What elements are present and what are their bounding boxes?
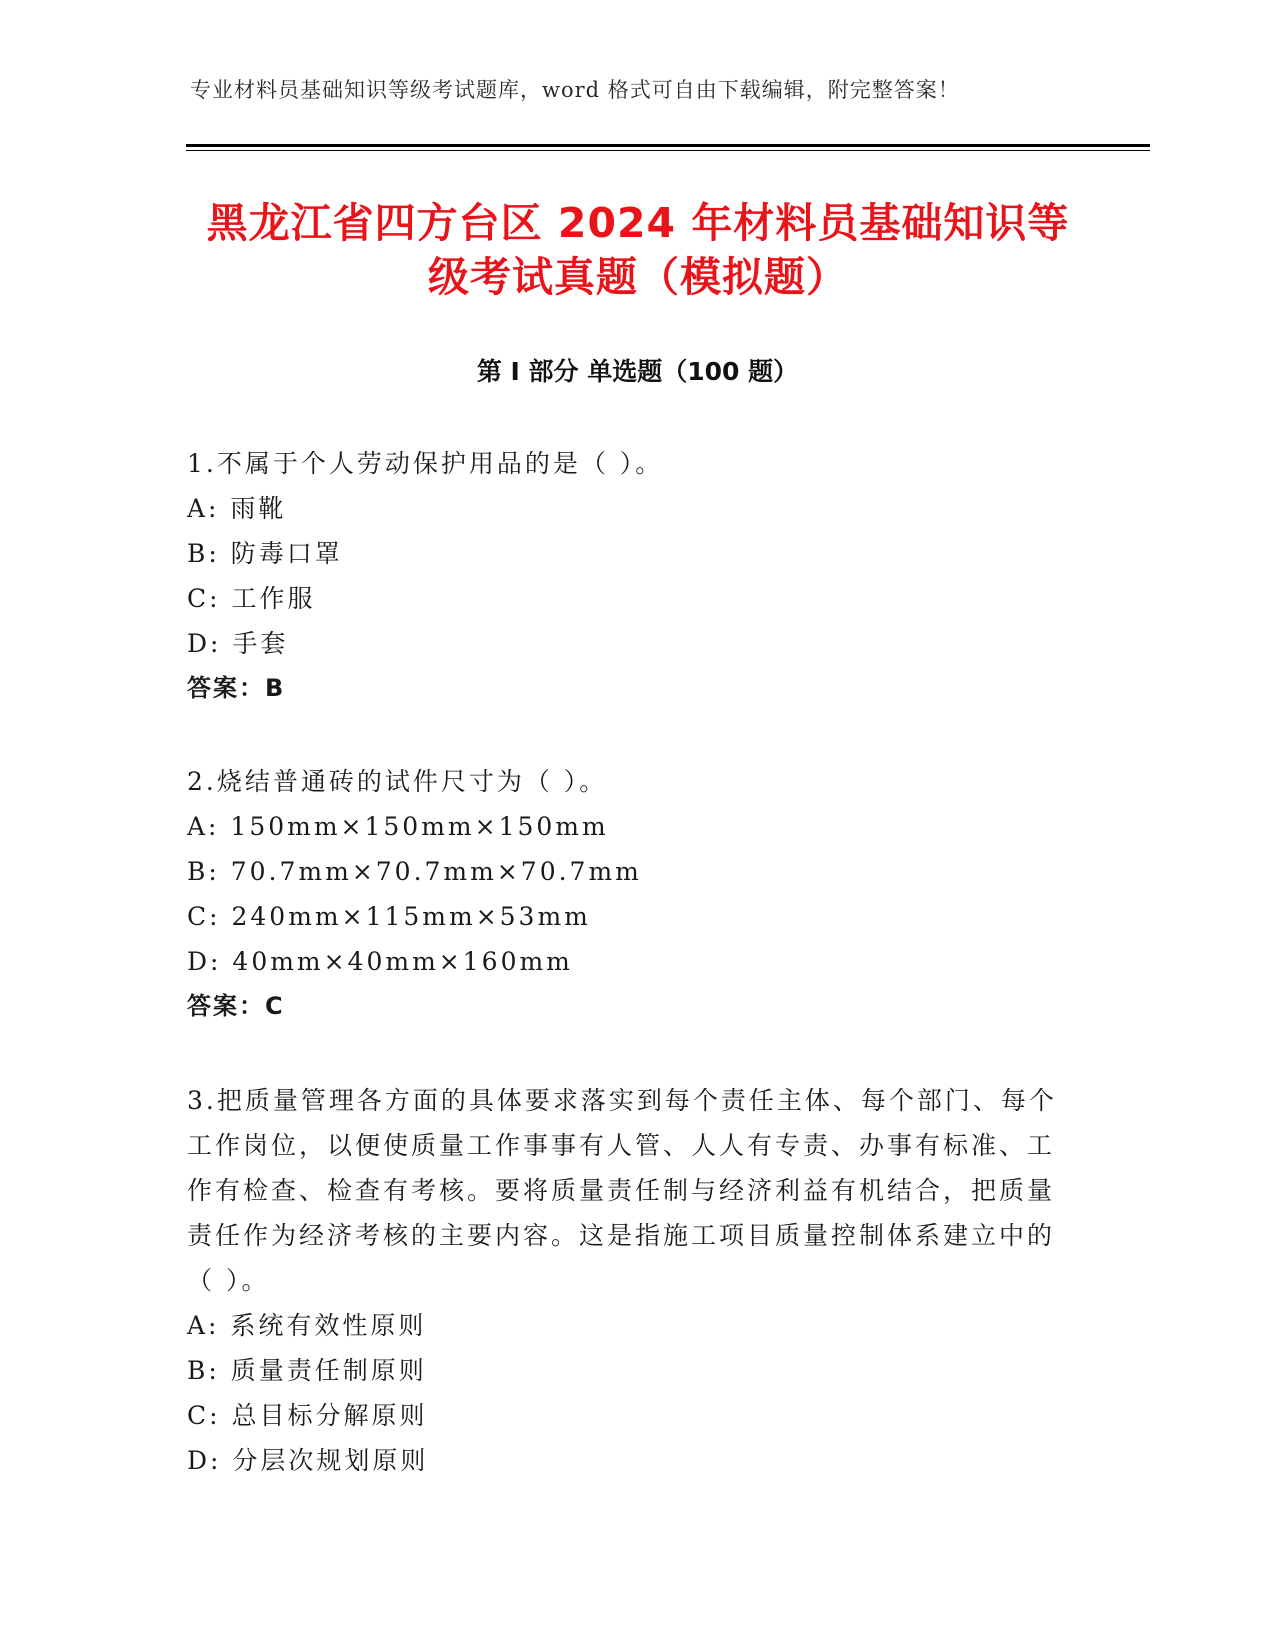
answer: 答案：C xyxy=(187,992,285,1020)
question-stem: 1.不属于个人劳动保护用品的是（ ）。 xyxy=(187,449,664,478)
section-heading: 第 I 部分 单选题（100 题） xyxy=(476,357,799,386)
option-c: C: 240mm×115mm×53mm xyxy=(187,902,591,931)
option-c: C: 工作服 xyxy=(187,584,316,613)
answer: 答案：B xyxy=(187,674,286,702)
option-a: A: 150mm×150mm×150mm xyxy=(187,812,609,841)
question-stem: 3.把质量管理各方面的具体要求落实到每个责任主体、每个部门、每个工作岗位，以便使质量工作事事有人管、人人有专责、办事有标准、工作有检查、检查有考核。要将质量责任制与经济利益有机结合，把质量责任作为经济考核的主要内容。这是指施工项目质量控制体系建立中的（ ）。 xyxy=(187,1086,1057,1295)
option-c: C: 总目标分解原则 xyxy=(187,1401,428,1430)
question-3 xyxy=(187,1078,1067,1483)
option-b: B: 质量责任制原则 xyxy=(187,1356,427,1385)
option-b: B: 70.7mm×70.7mm×70.7mm xyxy=(187,857,642,886)
question-stem: 2.烧结普通砖的试件尺寸为（ ）。 xyxy=(187,767,608,796)
title-line-1: 黑龙江省四方台区 2024 年材料员基础知识等 xyxy=(206,199,1070,247)
question-2 xyxy=(187,759,1067,1029)
option-a: A: 雨靴 xyxy=(187,494,287,523)
title-line-2: 级考试真题（模拟题） xyxy=(428,253,848,301)
question-1 xyxy=(187,441,1067,711)
option-d: D: 分层次规划原则 xyxy=(187,1446,429,1475)
header-rule-thick xyxy=(186,144,1150,147)
document-title xyxy=(186,196,1090,304)
option-d: D: 40mm×40mm×160mm xyxy=(187,947,573,976)
header-rule-thin xyxy=(186,150,1150,151)
page-header: 专业材料员基础知识等级考试题库，word 格式可自由下载编辑，附完整答案！ xyxy=(190,78,960,102)
option-b: B: 防毒口罩 xyxy=(187,539,343,568)
option-a: A: 系统有效性原则 xyxy=(187,1311,427,1340)
option-d: D: 手套 xyxy=(187,629,289,658)
